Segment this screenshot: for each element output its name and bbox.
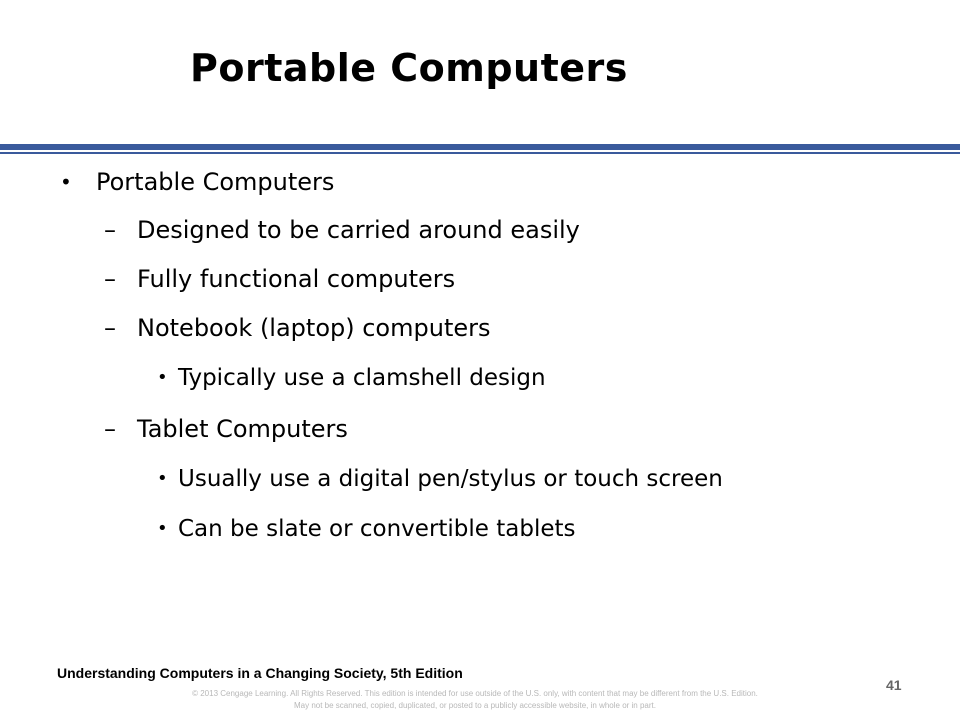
footer-copyright [90,688,860,712]
copyright-line-1: © 2013 Cengage Learning. All Rights Reserved. This edition is intended for use outside of the U.S. only, with content that may be different from the U.S. Edition. [192,689,758,698]
dash-marker: – [104,216,116,244]
footer-book-title: Understanding Computers in a Changing Society, 5th Edition [57,665,463,681]
dash-marker: – [104,314,116,342]
bullet-marker: • [60,170,72,194]
page-number: 41 [886,677,902,693]
bullet-marker: • [157,518,168,539]
bullet-level3: Typically use a clamshell design [178,365,546,391]
dash-marker: – [104,415,116,443]
bullet-level1: Portable Computers [96,168,335,196]
dash-marker: – [104,265,116,293]
bullet-level2: Notebook (laptop) computers [137,314,491,342]
copyright-line-2: May not be scanned, copied, duplicated, or posted to a publicly accessible website, in whole or in part. [294,701,656,710]
bullet-marker: • [157,468,168,489]
bullet-marker: • [157,367,168,388]
bullet-level3: Can be slate or convertible tablets [178,516,576,542]
bullet-level2: Fully functional computers [137,265,456,293]
bullet-level2: Designed to be carried around easily [137,216,580,244]
bullet-level3: Usually use a digital pen/stylus or touch screen [178,466,723,492]
bullet-level2: Tablet Computers [137,415,348,443]
slide-title: Portable Computers [190,46,628,90]
